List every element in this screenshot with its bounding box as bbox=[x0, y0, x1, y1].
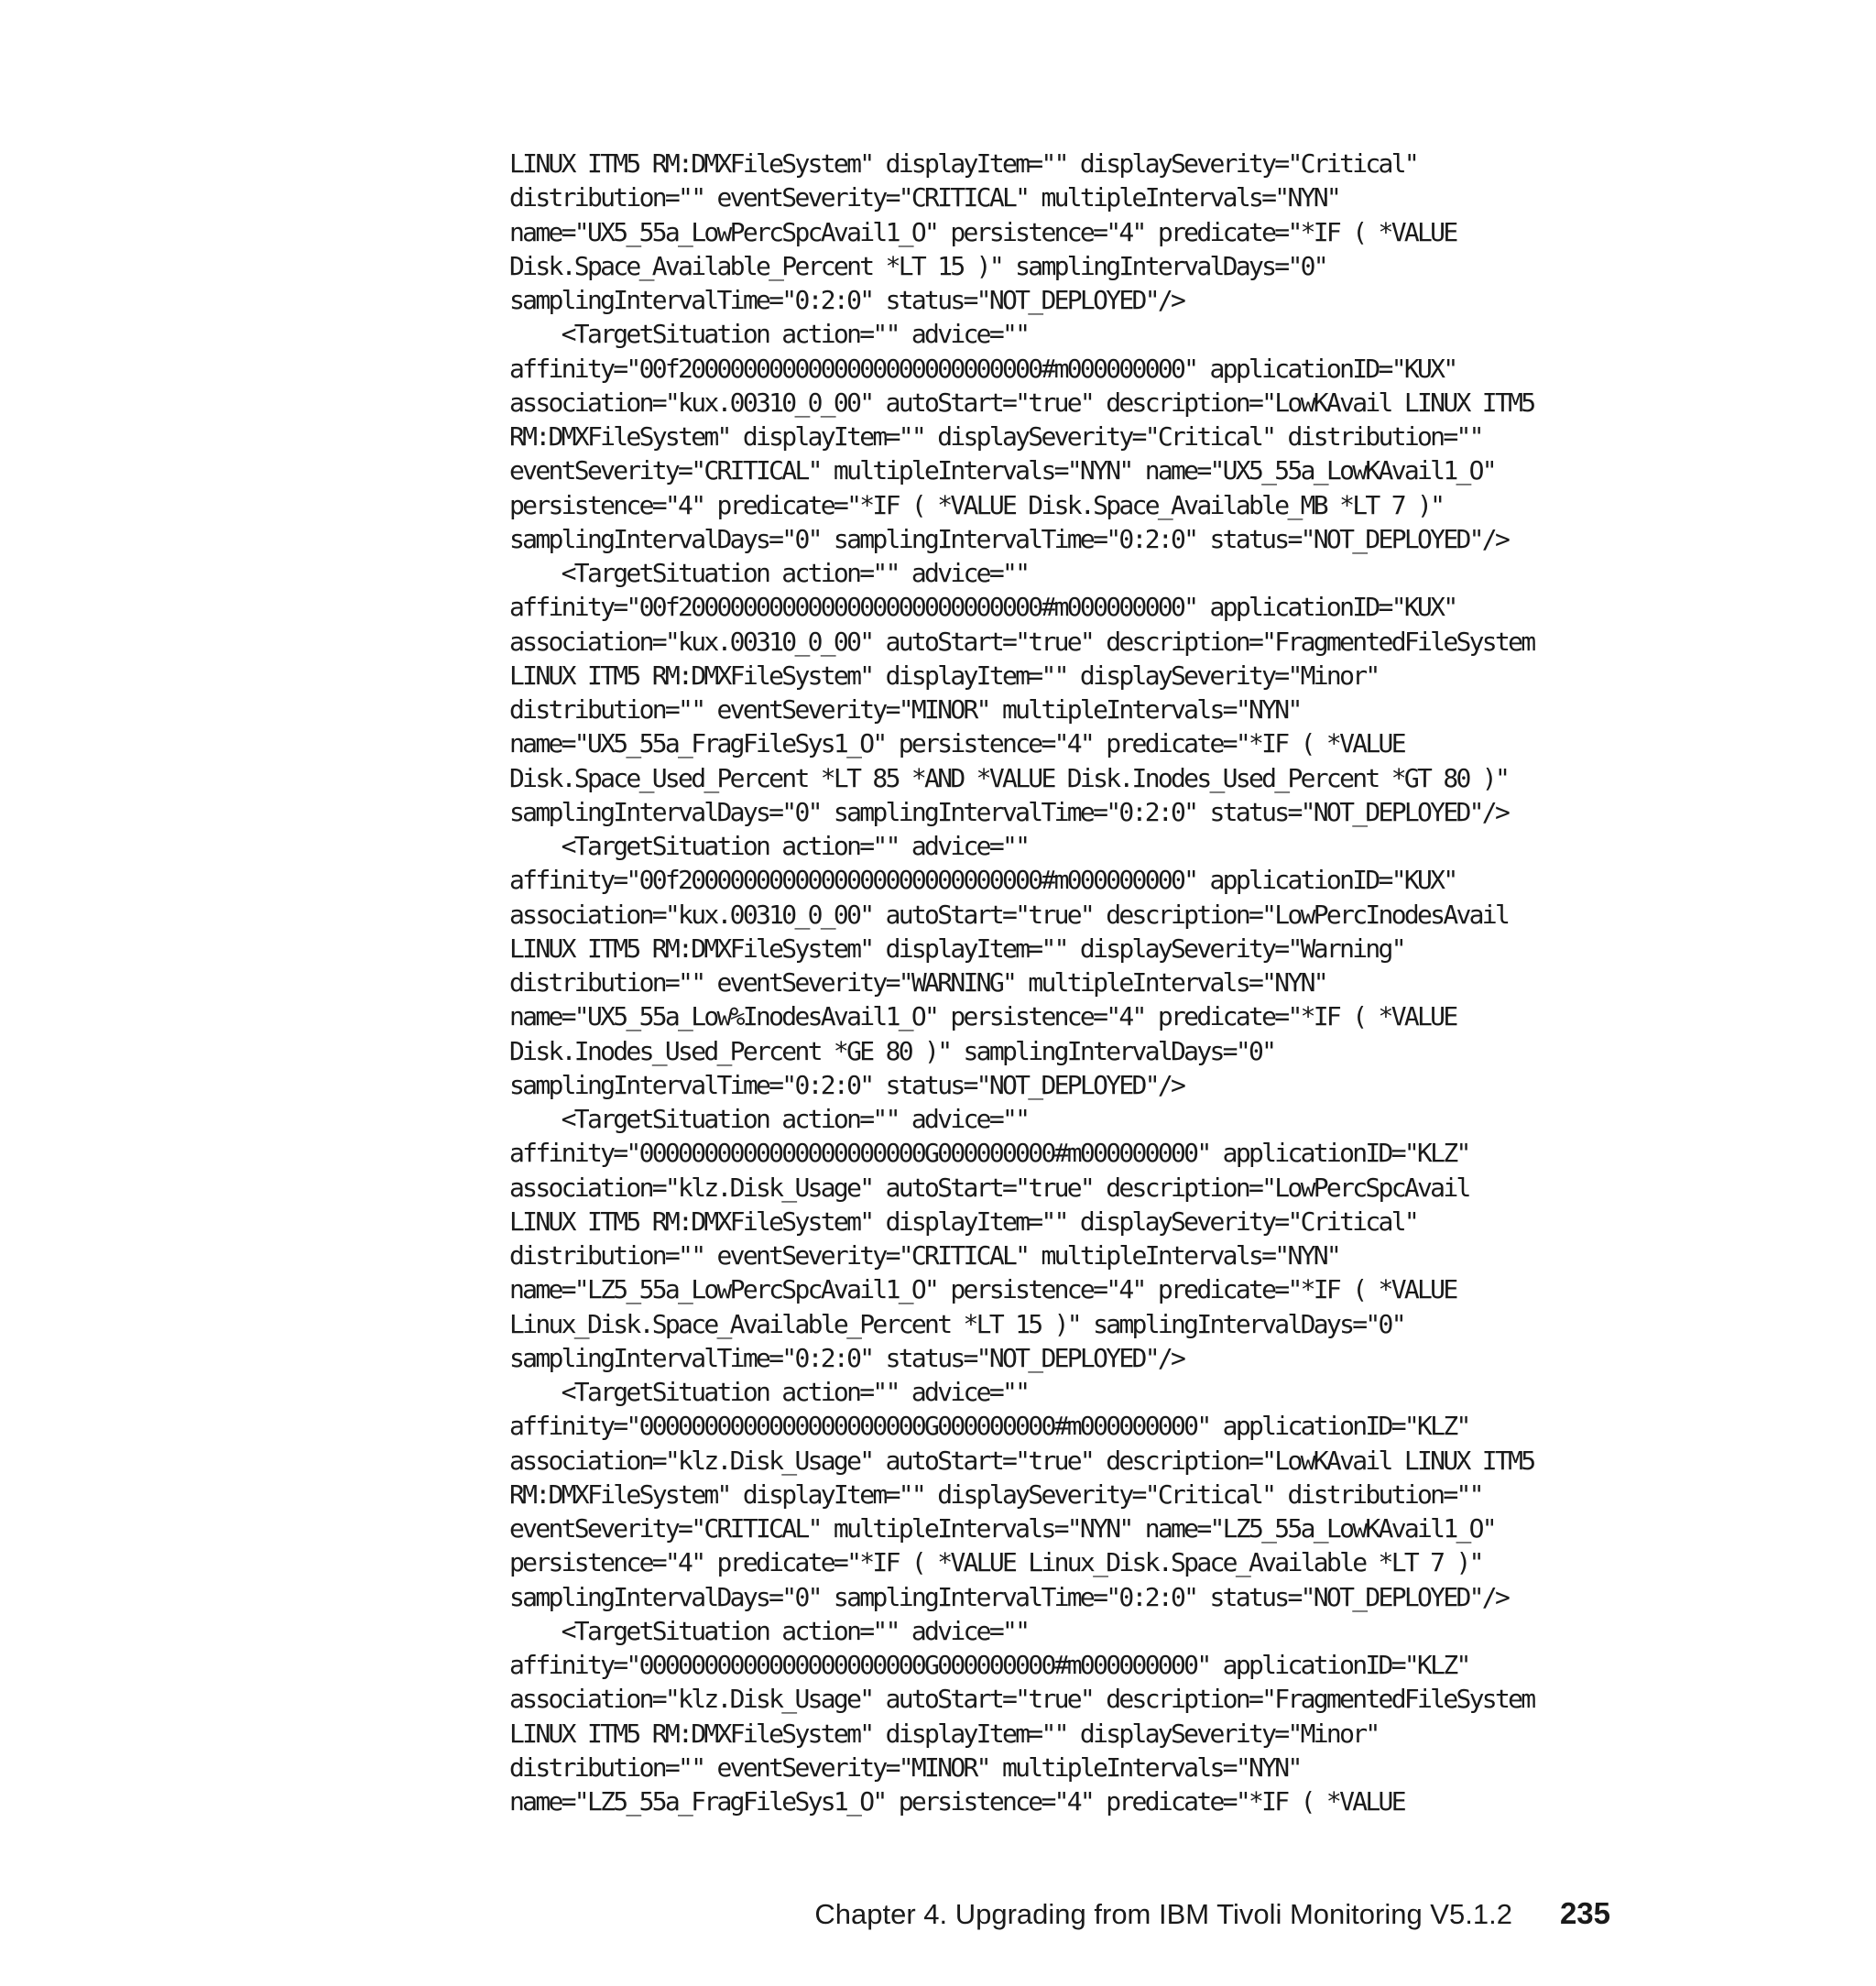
footer-chapter-title: Chapter 4. Upgrading from IBM Tivoli Monitoring V5.1.2 bbox=[814, 1898, 1512, 1930]
code-line: association="klz.Disk_Usage" autoStart="true" description="FragmentedFileSystem bbox=[509, 1684, 1534, 1715]
code-line: distribution="" eventSeverity="WARNING" multipleIntervals="NYN" bbox=[509, 967, 1326, 998]
code-line: samplingIntervalDays="0" samplingIntervalTime="0:2:0" status="NOT_DEPLOYED"/> bbox=[509, 1581, 1509, 1612]
code-line: Disk.Inodes_Used_Percent *GE 80 )" samplingIntervalDays="0" bbox=[509, 1035, 1275, 1066]
code-line: name="LZ5_55a_FragFileSys1_O" persistence="4" predicate="*IF ( *VALUE bbox=[509, 1786, 1404, 1817]
code-line: <TargetSituation action="" advice="" bbox=[509, 319, 1029, 350]
page-number: 235 bbox=[1559, 1896, 1610, 1930]
code-line: name="UX5_55a_LowPercSpcAvail1_O" persistence="4" predicate="*IF ( *VALUE bbox=[509, 216, 1456, 247]
code-line: samplingIntervalTime="0:2:0" status="NOT_DEPLOYED"/> bbox=[509, 285, 1184, 315]
code-line: LINUX ITM5 RM:DMXFileSystem" displayItem="" displaySeverity="Minor" bbox=[509, 660, 1379, 691]
code-line: Linux_Disk.Space_Available_Percent *LT 15 )" samplingIntervalDays="0" bbox=[509, 1308, 1404, 1339]
code-line: RM:DMXFileSystem" displayItem="" displaySeverity="Critical" distribution="" bbox=[509, 421, 1482, 452]
code-line: LINUX ITM5 RM:DMXFileSystem" displayItem="" displaySeverity="Critical" bbox=[509, 148, 1418, 179]
code-line: affinity="0000000000000000000000G000000000#m000000000" applicationID="KLZ" bbox=[509, 1411, 1469, 1442]
code-line: association="kux.00310_0_00" autoStart="true" description="FragmentedFileSystem bbox=[509, 626, 1534, 657]
code-line: eventSeverity="CRITICAL" multipleIntervals="NYN" name="LZ5_55a_LowKAvail1_O" bbox=[509, 1513, 1495, 1544]
code-line: samplingIntervalDays="0" samplingIntervalTime="0:2:0" status="NOT_DEPLOYED"/> bbox=[509, 523, 1509, 554]
code-line: <TargetSituation action="" advice="" bbox=[509, 1615, 1029, 1646]
code-line: affinity="0000000000000000000000G000000000#m000000000" applicationID="KLZ" bbox=[509, 1138, 1469, 1169]
code-line: name="UX5_55a_Low%InodesAvail1_O" persistence="4" predicate="*IF ( *VALUE bbox=[509, 1001, 1456, 1032]
code-line: distribution="" eventSeverity="MINOR" multipleIntervals="NYN" bbox=[509, 1751, 1301, 1783]
code-line: affinity="00f2000000000000000000000000000#m000000000" applicationID="KUX" bbox=[509, 592, 1456, 623]
code-line: LINUX ITM5 RM:DMXFileSystem" displayItem="" displaySeverity="Minor" bbox=[509, 1718, 1379, 1749]
code-line: association="kux.00310_0_00" autoStart="true" description="LowKAvail LINUX ITM5 bbox=[509, 387, 1534, 418]
code-line: affinity="00f2000000000000000000000000000#m000000000" applicationID="KUX" bbox=[509, 865, 1456, 896]
code-line: RM:DMXFileSystem" displayItem="" displaySeverity="Critical" distribution="" bbox=[509, 1479, 1482, 1510]
code-line: distribution="" eventSeverity="MINOR" multipleIntervals="NYN" bbox=[509, 694, 1301, 725]
code-line: LINUX ITM5 RM:DMXFileSystem" displayItem="" displaySeverity="Warning" bbox=[509, 933, 1404, 964]
code-line: samplingIntervalTime="0:2:0" status="NOT_DEPLOYED"/> bbox=[509, 1342, 1184, 1373]
code-line: association="kux.00310_0_00" autoStart="true" description="LowPercInodesAvail bbox=[509, 899, 1509, 930]
code-line: distribution="" eventSeverity="CRITICAL" multipleIntervals="NYN" bbox=[509, 1240, 1340, 1271]
code-line: persistence="4" predicate="*IF ( *VALUE Disk.Space_Available_MB *LT 7 )" bbox=[509, 489, 1444, 520]
code-line: association="klz.Disk_Usage" autoStart="true" description="LowPercSpcAvail bbox=[509, 1172, 1469, 1203]
code-line: Disk.Space_Used_Percent *LT 85 *AND *VALUE Disk.Inodes_Used_Percent *GT 80 )" bbox=[509, 762, 1509, 793]
code-line: affinity="0000000000000000000000G000000000#m000000000" applicationID="KLZ" bbox=[509, 1650, 1469, 1680]
page-footer bbox=[814, 1896, 1610, 1933]
code-line: LINUX ITM5 RM:DMXFileSystem" displayItem="" displaySeverity="Critical" bbox=[509, 1206, 1418, 1237]
code-line: eventSeverity="CRITICAL" multipleIntervals="NYN" name="UX5_55a_LowKAvail1_O" bbox=[509, 455, 1495, 486]
code-line: name="LZ5_55a_LowPercSpcAvail1_O" persistence="4" predicate="*IF ( *VALUE bbox=[509, 1274, 1456, 1305]
code-line: <TargetSituation action="" advice="" bbox=[509, 831, 1029, 861]
code-line: <TargetSituation action="" advice="" bbox=[509, 1104, 1029, 1134]
code-line: samplingIntervalDays="0" samplingIntervalTime="0:2:0" status="NOT_DEPLOYED"/> bbox=[509, 796, 1509, 827]
code-line: <TargetSituation action="" advice="" bbox=[509, 1377, 1029, 1407]
code-listing bbox=[509, 147, 1533, 1818]
code-line: name="UX5_55a_FragFileSys1_O" persistence="4" predicate="*IF ( *VALUE bbox=[509, 728, 1404, 759]
code-line: persistence="4" predicate="*IF ( *VALUE Linux_Disk.Space_Available *LT 7 )" bbox=[509, 1547, 1482, 1578]
code-line: Disk.Space_Available_Percent *LT 15 )" samplingIntervalDays="0" bbox=[509, 250, 1326, 281]
code-line: distribution="" eventSeverity="CRITICAL" multipleIntervals="NYN" bbox=[509, 182, 1340, 213]
code-line: association="klz.Disk_Usage" autoStart="true" description="LowKAvail LINUX ITM5 bbox=[509, 1445, 1534, 1476]
code-line: affinity="00f2000000000000000000000000000#m000000000" applicationID="KUX" bbox=[509, 353, 1456, 384]
code-line: <TargetSituation action="" advice="" bbox=[509, 558, 1029, 588]
code-line: samplingIntervalTime="0:2:0" status="NOT_DEPLOYED"/> bbox=[509, 1069, 1184, 1100]
